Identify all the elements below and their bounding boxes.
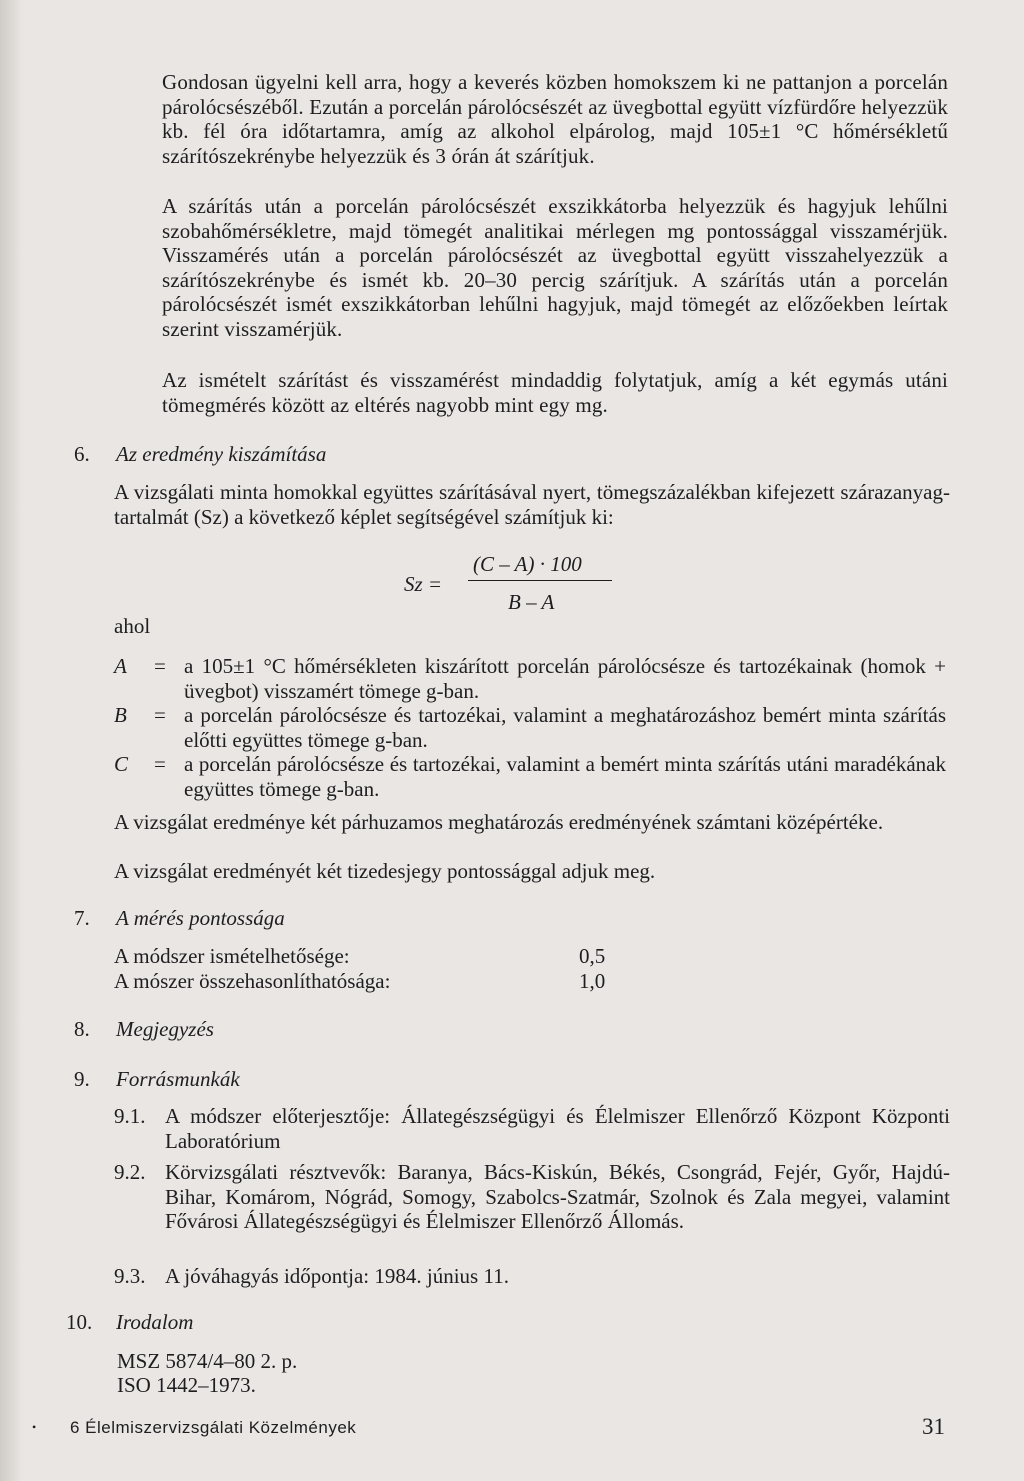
intro-paragraph-3: Az ismételt szárítást és visszamérést mindaddig folytatjuk, amíg a két egymás utáni tömegmérés között az eltérés nagyobb mint egy mg. bbox=[162, 368, 948, 417]
definition-a bbox=[114, 654, 950, 704]
dry-matter-formula bbox=[400, 552, 620, 622]
symbol: A bbox=[114, 654, 127, 678]
section-number: 7. bbox=[74, 906, 90, 930]
result-paragraph-2: A vizsgálat eredményét két tizedesjegy pontossággal adjuk meg. bbox=[114, 859, 656, 883]
section-title: Irodalom bbox=[116, 1310, 194, 1334]
item-number: 9.3. bbox=[114, 1264, 146, 1288]
precision-label: A mószer összehasonlíthatósága: bbox=[114, 969, 391, 993]
intro-paragraph-2: A szárítás után a porcelán párolócsészét exszikkátorba helyezzük és hagyjuk lehűlni szobahőmérsékletre, majd tömegét analitikai mérlegen mg pontossággal visszamérjük. Visszamérés után a porcelán párolócsészét az üvegbottal együtt visszahelyezzük a szárítószekrénybe és ismét kb. 20–30 percig szárítjuk. A szárítás után a porcelán párolócsészét ismét exszikkátorban lehűlni hagyjuk, majd tömegét az előzőekben leírtak szerint visszamérjük. bbox=[162, 194, 948, 341]
item-number: 9.1. bbox=[114, 1104, 146, 1128]
reference-2: ISO 1442–1973. bbox=[117, 1373, 256, 1397]
item-text: A módszer előterjesztője: Állategészségügyi és Élelmiszer Ellenőrző Központ Központi Laboratórium bbox=[165, 1104, 950, 1153]
item-number: 9.2. bbox=[114, 1160, 146, 1184]
page-number: 31 bbox=[922, 1414, 945, 1439]
item-text: Körvizsgálati résztvevők: Baranya, Bács-Kiskún, Békés, Csongrád, Fejér, Győr, Hajdú-Bihar, Komárom, Nógrád, Somogy, Szabolcs-Szatmár, Szolnok és Zala megyei, valamint Fővárosi Állategészségügyi és Élelmiszer Ellenőrző Állomás. bbox=[165, 1160, 950, 1233]
symbol: C bbox=[114, 752, 129, 776]
section-title: Az eredmény kiszámítása bbox=[116, 442, 327, 466]
symbol: B bbox=[114, 703, 127, 727]
fraction-bar bbox=[468, 580, 612, 581]
section-title: Forrásmunkák bbox=[116, 1067, 240, 1091]
section-number: 9. bbox=[74, 1067, 90, 1091]
definition-text: a porcelán párolócsésze és tartozékai, valamint a bemért minta szárítás utáni maradékának együttes tömege g-ban. bbox=[184, 752, 946, 801]
equals-sign: = bbox=[154, 752, 166, 776]
reference-1: MSZ 5874/4–80 2. p. bbox=[117, 1349, 298, 1373]
formula-numerator: (C – A) · 100 bbox=[473, 552, 582, 576]
precision-value: 1,0 bbox=[579, 969, 606, 993]
equals-sign: = bbox=[154, 654, 166, 678]
result-paragraph-1: A vizsgálat eredménye két párhuzamos meghatározás eredményének számtani középértéke. bbox=[114, 810, 884, 834]
section-number: 6. bbox=[74, 442, 90, 466]
intro-paragraph-1: Gondosan ügyelni kell arra, hogy a keverés közben homokszem ki ne pattanjon a porcelán párolócsészéből. Ezután a porcelán párolócsészét az üvegbottal együtt vízfürdőre helyezzük kb. fél óra időtartamra, amíg az alkohol elpárolog, majd 105±1 °C hőmérsékletű szárítószekrénybe helyezzük és 3 órán át szárítjuk. bbox=[162, 70, 948, 168]
section-number: 10. bbox=[66, 1310, 93, 1334]
formula-lhs: Sz = bbox=[404, 572, 443, 596]
footer-publication: 6 Élelmiszervizsgálati Közelmények bbox=[70, 1418, 357, 1437]
section-title: A mérés pontossága bbox=[116, 906, 285, 930]
where-label: ahol bbox=[114, 614, 151, 638]
equals-sign: = bbox=[154, 703, 166, 727]
definition-text: a porcelán párolócsésze és tartozékai, valamint a meghatározáshoz bemért minta szárítás előtti együttes tömege g-ban. bbox=[184, 703, 946, 752]
section-number: 8. bbox=[74, 1017, 90, 1041]
definition-text: a 105±1 °C hőmérsékleten kiszárított porcelán párolócsésze és tartozékainak (homok + üvegbot) visszamért tömege g-ban. bbox=[184, 654, 946, 703]
item-text: A jóváhagyás időpontja: 1984. június 11. bbox=[165, 1264, 509, 1288]
definition-c bbox=[114, 752, 950, 802]
section-title: Megjegyzés bbox=[116, 1017, 214, 1041]
formula-denominator: B – A bbox=[508, 590, 555, 614]
margin-mark: • bbox=[32, 1420, 37, 1434]
precision-value: 0,5 bbox=[579, 944, 606, 968]
precision-label: A módszer ismételhetősége: bbox=[114, 944, 350, 968]
section-6-intro: A vizsgálati minta homokkal együttes szárításával nyert, tömegszázalékban kifejezett szárazanyag-tartalmát (Sz) a következő képlet segítségével számítjuk ki: bbox=[114, 480, 950, 529]
definition-b bbox=[114, 703, 950, 753]
